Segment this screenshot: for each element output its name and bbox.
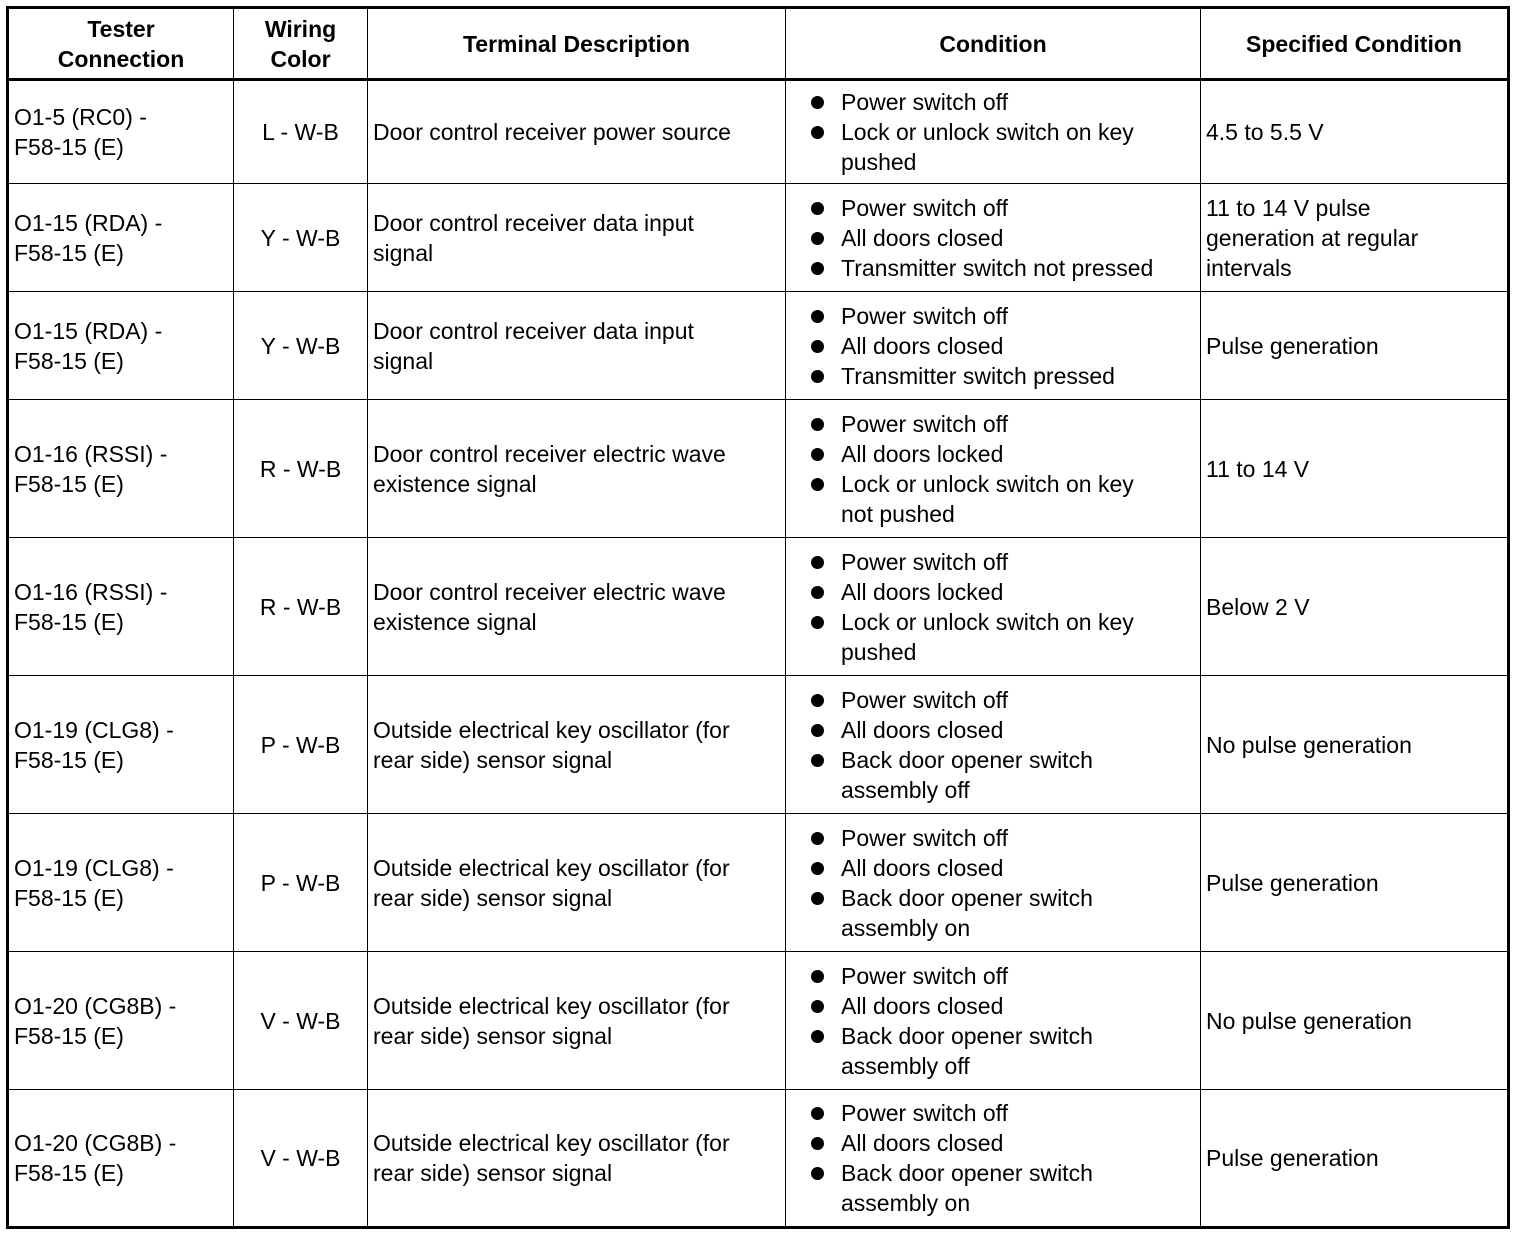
table-header [8, 8, 1509, 80]
connection-text: O1-19 (CLG8) - [14, 854, 174, 881]
condition-list [791, 823, 1195, 943]
cell-tester-connection [8, 814, 234, 952]
condition-text: Power switch off [841, 302, 1009, 329]
cell-specified-condition [1201, 80, 1509, 184]
condition-item [791, 87, 1195, 117]
bullet-icon [811, 340, 824, 353]
table-row [8, 676, 1509, 814]
cell-specified-condition [1201, 400, 1509, 538]
condition-list [791, 409, 1195, 529]
description-text: Outside electrical key oscillator (for [373, 1130, 730, 1156]
description-text: Outside electrical key oscillator (for [373, 716, 730, 743]
connection-text: F58-15 (E) [14, 134, 124, 160]
header-row [8, 8, 1509, 80]
cell-terminal-description [368, 952, 786, 1090]
connection-text: F58-15 (E) [14, 470, 124, 497]
cell-condition [786, 538, 1201, 676]
condition-item [791, 961, 1195, 991]
condition-item [791, 117, 1195, 177]
bullet-icon [811, 126, 824, 139]
bullet-icon [811, 1030, 824, 1043]
condition-list [791, 961, 1195, 1081]
condition-text: Power switch off [841, 548, 1009, 575]
cell-tester-connection [8, 952, 234, 1090]
description-text: rear side) sensor signal [373, 1160, 613, 1186]
table-row [8, 80, 1509, 184]
cell-condition [786, 80, 1201, 184]
bullet-icon [811, 232, 824, 245]
condition-text: assembly on [841, 1190, 971, 1216]
connection-text: F58-15 (E) [14, 1160, 124, 1186]
cell-wiring-color: V - W-B [234, 952, 368, 1090]
bullet-icon [811, 1000, 824, 1013]
table-row [8, 184, 1509, 292]
condition-text: assembly off [841, 1052, 970, 1079]
specified-text: intervals [1206, 254, 1292, 281]
condition-text: All doors closed [841, 332, 1004, 359]
connection-text: O1-20 (CG8B) - [14, 1130, 177, 1156]
condition-item [791, 1158, 1195, 1218]
cell-tester-connection [8, 538, 234, 676]
header-tester-connection [8, 8, 234, 80]
header-text: Color [270, 45, 331, 72]
description-text: rear side) sensor signal [373, 884, 613, 911]
cell-tester-connection [8, 400, 234, 538]
condition-item [791, 607, 1195, 667]
cell-condition [786, 400, 1201, 538]
condition-item [791, 1098, 1195, 1128]
cell-condition [786, 814, 1201, 952]
bullet-icon [811, 694, 824, 707]
cell-tester-connection [8, 1090, 234, 1228]
condition-text: All doors closed [841, 854, 1004, 881]
cell-terminal-description [368, 80, 786, 184]
bullet-icon [811, 448, 824, 461]
header-text: Tester [87, 15, 155, 42]
description-text: signal [373, 347, 434, 374]
connection-text: F58-15 (E) [14, 239, 124, 266]
cell-tester-connection [8, 80, 234, 184]
condition-text: Lock or unlock switch on key [841, 470, 1134, 497]
header-text: Specified Condition [1246, 30, 1462, 57]
cell-wiring-color: L - W-B [234, 80, 368, 184]
condition-text: assembly off [841, 776, 970, 803]
condition-list [791, 1098, 1195, 1218]
bullet-icon [811, 202, 824, 215]
condition-item [791, 1128, 1195, 1158]
connection-text: F58-15 (E) [14, 608, 124, 635]
condition-text: All doors closed [841, 716, 1004, 743]
condition-text: All doors closed [841, 992, 1004, 1019]
description-text: signal [373, 239, 434, 266]
cell-condition [786, 292, 1201, 400]
condition-text: Back door opener switch [841, 1160, 1093, 1186]
header-terminal-description [368, 8, 786, 80]
cell-specified-condition [1201, 952, 1509, 1090]
table-row [8, 292, 1509, 400]
table-row [8, 400, 1509, 538]
cell-wiring-color: P - W-B [234, 814, 368, 952]
cell-wiring-color: P - W-B [234, 676, 368, 814]
condition-list [791, 87, 1195, 177]
bullet-icon [811, 1167, 824, 1180]
cell-specified-condition [1201, 814, 1509, 952]
condition-item [791, 331, 1195, 361]
condition-item [791, 223, 1195, 253]
connection-text: O1-19 (CLG8) - [14, 716, 174, 743]
specified-text: Below 2 V [1206, 593, 1310, 620]
condition-text: Power switch off [841, 1100, 1009, 1126]
condition-text: assembly on [841, 914, 971, 941]
connection-text: F58-15 (E) [14, 347, 124, 374]
condition-list [791, 685, 1195, 805]
cell-specified-condition [1201, 184, 1509, 292]
condition-item [791, 361, 1195, 391]
header-text: Connection [57, 45, 185, 72]
condition-text: Transmitter switch not pressed [841, 254, 1154, 281]
cell-condition [786, 676, 1201, 814]
cell-terminal-description [368, 1090, 786, 1228]
condition-item [791, 853, 1195, 883]
specified-text: 11 to 14 V pulse [1206, 194, 1371, 221]
description-text: existence signal [373, 608, 537, 635]
description-text: Outside electrical key oscillator (for [373, 992, 730, 1019]
cell-specified-condition [1201, 538, 1509, 676]
cell-terminal-description [368, 184, 786, 292]
table-row [8, 814, 1509, 952]
connection-text: O1-15 (RDA) - [14, 209, 163, 236]
specified-text: No pulse generation [1206, 1007, 1412, 1034]
connection-text: F58-15 (E) [14, 746, 124, 773]
description-text: rear side) sensor signal [373, 1022, 613, 1049]
specified-text: Pulse generation [1206, 332, 1379, 359]
condition-item [791, 823, 1195, 853]
bullet-icon [811, 478, 824, 491]
condition-item [791, 469, 1195, 529]
cell-terminal-description [368, 292, 786, 400]
bullet-icon [811, 862, 824, 875]
table-row [8, 952, 1509, 1090]
table-row [8, 538, 1509, 676]
specified-text: Pulse generation [1206, 1145, 1379, 1171]
description-text: Outside electrical key oscillator (for [373, 854, 730, 881]
condition-text: All doors locked [841, 578, 1004, 605]
condition-text: not pushed [841, 500, 955, 527]
cell-wiring-color: Y - W-B [234, 292, 368, 400]
condition-item [791, 547, 1195, 577]
terminal-inspection-table [6, 6, 1510, 1229]
specified-text: 11 to 14 V [1206, 455, 1310, 482]
condition-text: All doors closed [841, 1130, 1004, 1156]
table-body [8, 80, 1509, 1228]
description-text: rear side) sensor signal [373, 746, 613, 773]
condition-text: Power switch off [841, 410, 1009, 437]
condition-item [791, 301, 1195, 331]
bullet-icon [811, 832, 824, 845]
description-text: Door control receiver power source [373, 119, 731, 145]
condition-item [791, 577, 1195, 607]
header-wiring-color [234, 8, 368, 80]
condition-item [791, 1021, 1195, 1081]
specified-text: 4.5 to 5.5 V [1206, 119, 1324, 145]
bullet-icon [811, 1107, 824, 1120]
cell-wiring-color: R - W-B [234, 538, 368, 676]
description-text: Door control receiver electric wave [373, 578, 726, 605]
description-text: Door control receiver electric wave [373, 440, 726, 467]
cell-wiring-color: Y - W-B [234, 184, 368, 292]
cell-condition [786, 184, 1201, 292]
cell-condition [786, 1090, 1201, 1228]
connection-text: O1-20 (CG8B) - [14, 992, 177, 1019]
condition-item [791, 439, 1195, 469]
condition-list [791, 193, 1195, 283]
connection-text: O1-5 (RC0) - [14, 104, 147, 130]
bullet-icon [811, 556, 824, 569]
connection-text: O1-16 (RSSI) - [14, 578, 168, 605]
bullet-icon [811, 616, 824, 629]
condition-text: Power switch off [841, 194, 1009, 221]
header-text: Wiring [264, 15, 337, 42]
description-text: Door control receiver data input [373, 317, 694, 344]
header-specified-condition [1201, 8, 1509, 80]
cell-tester-connection [8, 292, 234, 400]
bullet-icon [811, 310, 824, 323]
condition-text: Back door opener switch [841, 1022, 1093, 1049]
cell-specified-condition [1201, 1090, 1509, 1228]
bullet-icon [811, 754, 824, 767]
cell-specified-condition [1201, 292, 1509, 400]
bullet-icon [811, 892, 824, 905]
description-text: Door control receiver data input [373, 209, 694, 236]
condition-item [791, 883, 1195, 943]
condition-item [791, 409, 1195, 439]
connection-text: F58-15 (E) [14, 884, 124, 911]
connection-text: O1-16 (RSSI) - [14, 440, 168, 467]
description-text: existence signal [373, 470, 537, 497]
condition-text: Lock or unlock switch on key [841, 119, 1134, 145]
specified-text: generation at regular [1206, 224, 1419, 251]
bullet-icon [811, 724, 824, 737]
header-text: Terminal Description [462, 30, 691, 57]
cell-condition [786, 952, 1201, 1090]
bullet-icon [811, 262, 824, 275]
condition-list [791, 547, 1195, 667]
condition-text: Power switch off [841, 89, 1009, 115]
specified-text: No pulse generation [1206, 731, 1412, 758]
specified-text: Pulse generation [1206, 869, 1379, 896]
condition-list [791, 301, 1195, 391]
condition-text: pushed [841, 638, 917, 665]
connection-text: F58-15 (E) [14, 1022, 124, 1049]
cell-terminal-description [368, 814, 786, 952]
condition-item [791, 253, 1195, 283]
table-row [8, 1090, 1509, 1228]
header-text: Condition [939, 30, 1047, 57]
cell-tester-connection [8, 676, 234, 814]
bullet-icon [811, 586, 824, 599]
bullet-icon [811, 1137, 824, 1150]
bullet-icon [811, 970, 824, 983]
condition-item [791, 991, 1195, 1021]
cell-wiring-color: R - W-B [234, 400, 368, 538]
condition-text: Back door opener switch [841, 746, 1093, 773]
condition-text: All doors locked [841, 440, 1004, 467]
cell-terminal-description [368, 400, 786, 538]
header-condition [786, 8, 1201, 80]
bullet-icon [811, 96, 824, 109]
condition-item [791, 715, 1195, 745]
condition-text: Power switch off [841, 686, 1009, 713]
condition-item [791, 745, 1195, 805]
bullet-icon [811, 418, 824, 431]
condition-text: Lock or unlock switch on key [841, 608, 1134, 635]
connection-text: O1-15 (RDA) - [14, 317, 163, 344]
condition-text: Power switch off [841, 824, 1009, 851]
cell-tester-connection [8, 184, 234, 292]
condition-text: pushed [841, 149, 917, 175]
condition-item [791, 685, 1195, 715]
condition-text: Back door opener switch [841, 884, 1093, 911]
condition-text: Power switch off [841, 962, 1009, 989]
cell-terminal-description [368, 676, 786, 814]
bullet-icon [811, 370, 824, 383]
cell-specified-condition [1201, 676, 1509, 814]
condition-text: Transmitter switch pressed [841, 362, 1115, 389]
cell-wiring-color: V - W-B [234, 1090, 368, 1228]
condition-text: All doors closed [841, 224, 1004, 251]
condition-item [791, 193, 1195, 223]
cell-terminal-description [368, 538, 786, 676]
